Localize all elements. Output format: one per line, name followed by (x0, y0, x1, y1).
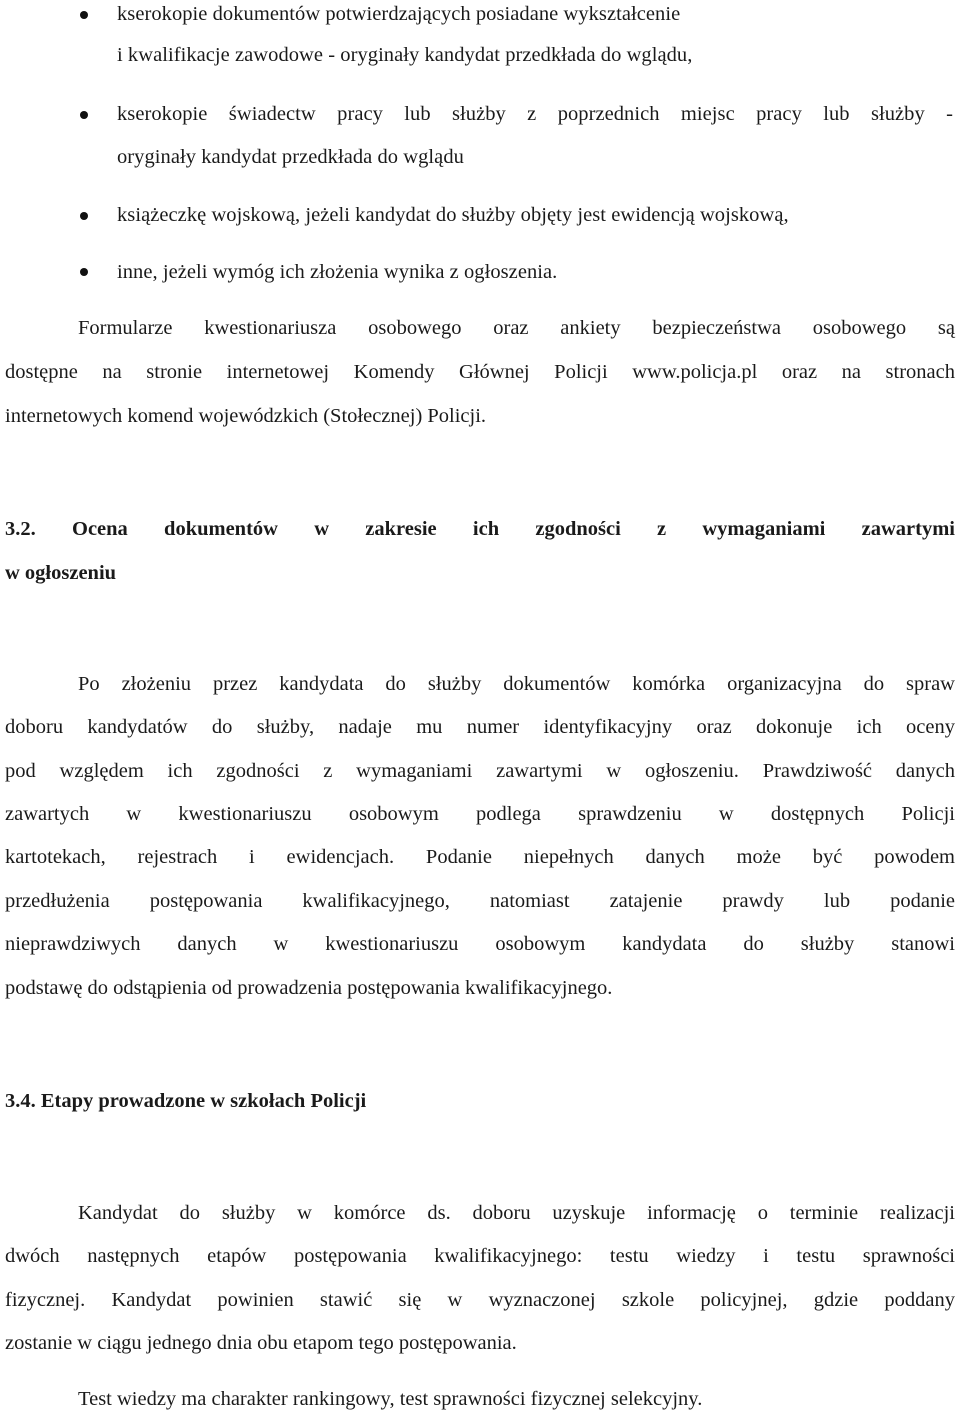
paragraph-line: dwóch następnych etapów postępowania kwalifikacyjnego: testu wiedzy i testu sprawności (5, 1245, 955, 1267)
paragraph-line: internetowych komend wojewódzkich (Stołecznej) Policji. (5, 405, 487, 427)
paragraph-line: doboru kandydatów do służby, nadaje mu numer identyfikacyjny oraz dokonuje ich oceny (5, 716, 955, 738)
paragraph-line: Test wiedzy ma charakter rankingowy, test sprawności fizycznej selekcyjny. (78, 1388, 703, 1410)
paragraph-line: kartotekach, rejestrach i ewidencjach. Podanie niepełnych danych może być powodem (5, 846, 955, 868)
bullet-icon (80, 111, 88, 119)
list-item-line: inne, jeżeli wymóg ich złożenia wynika z ogłoszenia. (117, 261, 558, 283)
paragraph-line: przedłużenia postępowania kwalifikacyjnego, natomiast zatajenie prawdy lub podanie (5, 890, 955, 912)
paragraph-line: fizycznej. Kandydat powinien stawić się w wyznaczonej szkole policyjnej, gdzie poddany (5, 1289, 955, 1311)
section-heading: 3.4. Etapy prowadzone w szkołach Policji (5, 1090, 367, 1112)
list-item-line: kserokopie dokumentów potwierdzających posiadane wykształcenie (117, 3, 681, 25)
paragraph-line: nieprawdziwych danych w kwestionariuszu osobowym kandydata do służby stanowi (5, 933, 955, 955)
paragraph-line: dostępne na stronie internetowej Komendy Głównej Policji www.policja.pl oraz na stronach (5, 361, 955, 383)
bullet-icon (80, 11, 88, 19)
list-item-line: książeczkę wojskową, jeżeli kandydat do służby objęty jest ewidencją wojskową, (117, 204, 789, 226)
paragraph-line: Formularze kwestionariusza osobowego oraz ankiety bezpieczeństwa osobowego są (78, 317, 955, 339)
section-heading: 3.2. Ocena dokumentów w zakresie ich zgodności z wymaganiami zawartymi (5, 518, 955, 540)
paragraph-line: podstawę do odstąpienia od prowadzenia postępowania kwalifikacyjnego. (5, 977, 613, 999)
paragraph-line: Kandydat do służby w komórce ds. doboru uzyskuje informację o terminie realizacji (78, 1202, 955, 1224)
list-item-line: oryginały kandydat przedkłada do wglądu (117, 146, 464, 168)
section-heading: w ogłoszeniu (5, 562, 117, 584)
list-item-line: i kwalifikacje zawodowe - oryginały kandydat przedkłada do wglądu, (117, 44, 693, 66)
paragraph-line: zostanie w ciągu jednego dnia obu etapom tego postępowania. (5, 1332, 517, 1354)
paragraph-line: pod względem ich zgodności z wymaganiami zawartymi w ogłoszeniu. Prawdziwość danych (5, 760, 955, 782)
bullet-icon (80, 212, 88, 220)
list-item-line: kserokopie świadectw pracy lub służby z poprzednich miejsc pracy lub służby - (117, 103, 953, 125)
paragraph-line: Po złożeniu przez kandydata do służby dokumentów komórka organizacyjna do spraw (78, 673, 955, 695)
bullet-icon (80, 268, 88, 276)
paragraph-line: zawartych w kwestionariuszu osobowym podlega sprawdzeniu w dostępnych Policji (5, 803, 955, 825)
